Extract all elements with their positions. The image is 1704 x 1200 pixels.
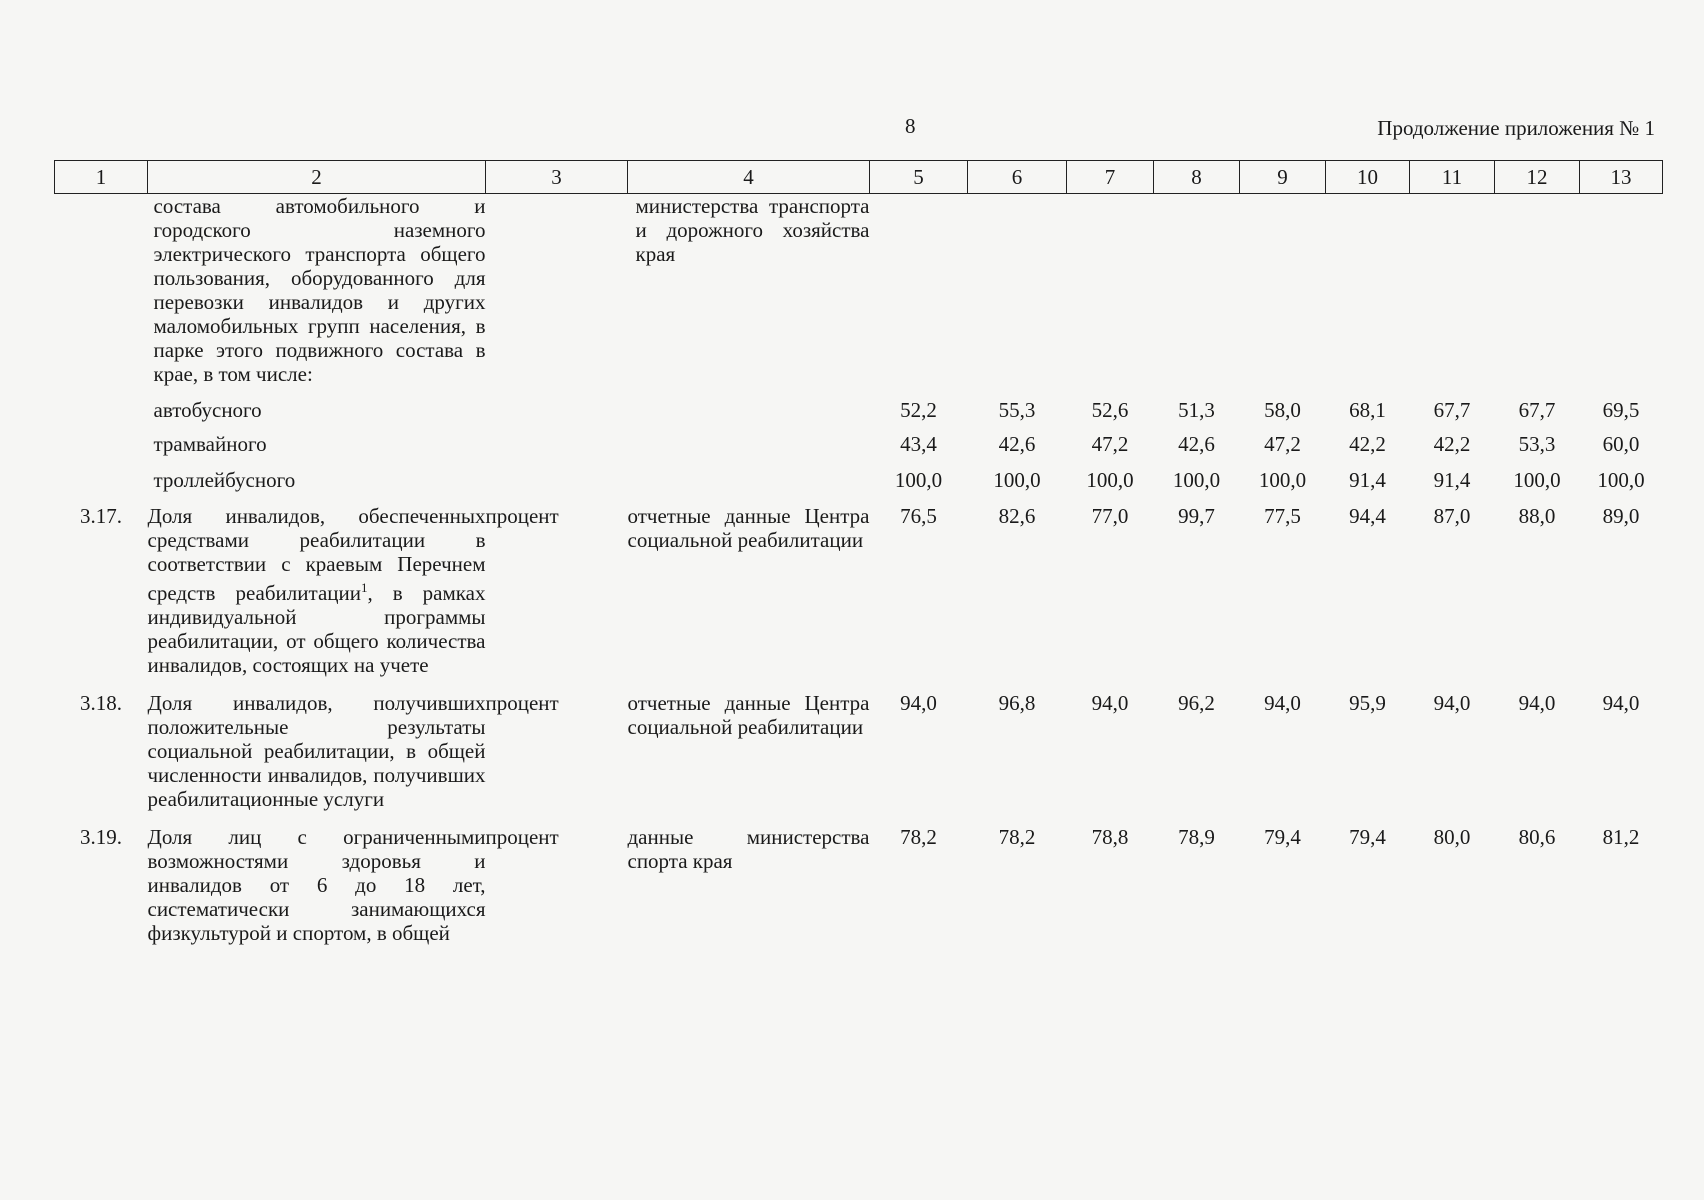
column-number: 11 bbox=[1410, 161, 1495, 194]
value-cell: 52,6 bbox=[1091, 398, 1129, 422]
column-number-row bbox=[55, 161, 1663, 194]
column-number: 2 bbox=[148, 161, 486, 194]
row-code: 3.19. bbox=[80, 825, 122, 849]
value-cell: 77,0 bbox=[1091, 504, 1129, 528]
source-cell: министерства транспорта и дорожного хозяйства края bbox=[635, 194, 870, 266]
value-cell: 67,7 bbox=[1518, 398, 1556, 422]
value-cell: 52,2 bbox=[900, 398, 937, 422]
value-cell: 94,0 bbox=[1518, 691, 1556, 715]
source-cell: данные министерства спорта края bbox=[627, 825, 870, 873]
row-code bbox=[55, 194, 148, 387]
value-cell: 100,0 bbox=[1597, 468, 1645, 492]
value-cell: 94,0 bbox=[1602, 691, 1640, 715]
continuation-label: Продолжение приложения № 1 bbox=[1377, 116, 1655, 140]
value-cell: 80,0 bbox=[1433, 825, 1471, 849]
value-cell: 88,0 bbox=[1518, 504, 1556, 528]
value-cell: 78,2 bbox=[998, 825, 1036, 849]
value-cell: 69,5 bbox=[1602, 398, 1640, 422]
value-cell: 100,0 bbox=[993, 468, 1041, 492]
indicator-name bbox=[148, 495, 486, 677]
source-cell: отчетные данные Центра социальной реабилитации bbox=[627, 504, 870, 552]
column-number: 13 bbox=[1580, 161, 1663, 194]
value-cell: 100,0 bbox=[1172, 468, 1221, 492]
indicator-name: троллейбусного bbox=[153, 468, 296, 492]
column-number: 5 bbox=[870, 161, 968, 194]
value-cell: 47,2 bbox=[1264, 432, 1301, 456]
value-cell: 51,3 bbox=[1178, 398, 1215, 422]
value-cell: 94,4 bbox=[1349, 504, 1386, 528]
value-cell: 42,6 bbox=[1178, 432, 1215, 456]
indicator-name: Доля инвалидов, получивших положительные результаты социальной реабилитации, в общей численности инвалидов, получивших реабилитационные услуги bbox=[147, 691, 486, 811]
value-cell: 43,4 bbox=[900, 432, 937, 456]
row-code: 3.17. bbox=[80, 504, 122, 528]
indicators-table bbox=[54, 160, 1663, 945]
value-cell: 80,6 bbox=[1518, 825, 1556, 849]
value-cell: 79,4 bbox=[1264, 825, 1301, 849]
value-cell: 76,5 bbox=[900, 504, 937, 528]
source-cell: отчетные данные Центра социальной реабилитации bbox=[627, 691, 870, 739]
value-cell: 100,0 bbox=[1513, 468, 1561, 492]
indicator-name: трамвайного bbox=[153, 432, 267, 456]
value-cell: 89,0 bbox=[1602, 504, 1640, 528]
value-cell: 79,4 bbox=[1349, 825, 1386, 849]
value-cell: 81,2 bbox=[1602, 825, 1640, 849]
unit-cell: процент bbox=[485, 825, 559, 849]
table-row-tram bbox=[55, 423, 1663, 459]
unit-cell: процент bbox=[485, 691, 559, 715]
footnote-mark: 1 bbox=[360, 580, 368, 595]
table-row-3-19 bbox=[55, 811, 1663, 945]
column-number: 10 bbox=[1326, 161, 1410, 194]
value-cell: 96,2 bbox=[1178, 691, 1215, 715]
column-number: 7 bbox=[1067, 161, 1154, 194]
unit-cell bbox=[486, 194, 628, 387]
value-cell: 91,4 bbox=[1433, 468, 1471, 492]
value-cell: 58,0 bbox=[1264, 398, 1301, 422]
column-number: 12 bbox=[1495, 161, 1580, 194]
value-cell: 42,2 bbox=[1433, 432, 1471, 456]
value-cell: 47,2 bbox=[1091, 432, 1129, 456]
indicator-name: Доля лиц с ограниченными возможностями здоровья и инвалидов от 6 до 18 лет, систематически занимающихся физкультурой и спортом, в общей bbox=[147, 825, 486, 945]
row-code: 3.18. bbox=[80, 691, 122, 715]
value-cell: 82,6 bbox=[998, 504, 1036, 528]
indicator-name: состава автомобильного и городского наземного электрического транспорта общего пользования, оборудованного для перевозки инвалидов и других маломобильных групп населения, в парке этого подвижного состава в крае, в том числе: bbox=[153, 194, 486, 386]
unit-cell: процент bbox=[485, 504, 559, 528]
value-cell: 94,0 bbox=[1433, 691, 1471, 715]
value-cell: 99,7 bbox=[1178, 504, 1215, 528]
indicator-name: автобусного bbox=[153, 398, 262, 422]
value-cell: 96,8 bbox=[998, 691, 1036, 715]
value-cell: 91,4 bbox=[1349, 468, 1386, 492]
value-cell: 100,0 bbox=[1258, 468, 1307, 492]
value-cell: 53,3 bbox=[1518, 432, 1556, 456]
value-cell: 87,0 bbox=[1433, 504, 1471, 528]
value-cell: 42,6 bbox=[998, 432, 1036, 456]
value-cell: 94,0 bbox=[1264, 691, 1301, 715]
value-cell: 95,9 bbox=[1349, 691, 1386, 715]
value-cell: 55,3 bbox=[998, 398, 1036, 422]
value-cell: 100,0 bbox=[894, 468, 943, 492]
column-number: 4 bbox=[628, 161, 870, 194]
column-number: 6 bbox=[968, 161, 1067, 194]
value-cell: 94,0 bbox=[1091, 691, 1129, 715]
table-row-bus bbox=[55, 386, 1663, 423]
value-cell: 60,0 bbox=[1602, 432, 1640, 456]
value-cell: 94,0 bbox=[900, 691, 937, 715]
table-row-3-18 bbox=[55, 677, 1663, 811]
column-number: 3 bbox=[486, 161, 628, 194]
value-cell: 78,9 bbox=[1178, 825, 1215, 849]
column-number: 8 bbox=[1154, 161, 1240, 194]
value-cell: 77,5 bbox=[1264, 504, 1301, 528]
table-row-trolleybus bbox=[55, 459, 1663, 495]
value-cell: 78,2 bbox=[900, 825, 937, 849]
value-cell: 78,8 bbox=[1091, 825, 1129, 849]
page-number: 8 bbox=[905, 114, 916, 138]
column-number: 9 bbox=[1240, 161, 1326, 194]
indicator-name-part: Доля инвалидов, обеспеченных средствами реабилитации в соответствии с краевым Перечнем средств реабилитации bbox=[147, 504, 486, 605]
value-cell: 100,0 bbox=[1086, 468, 1134, 492]
value-cell: 42,2 bbox=[1349, 432, 1386, 456]
column-number: 1 bbox=[55, 161, 148, 194]
value-cell: 68,1 bbox=[1349, 398, 1386, 422]
value-cell: 67,7 bbox=[1433, 398, 1471, 422]
table-row-3-17 bbox=[55, 495, 1663, 677]
indicator-name-part: , в рамках индивидуальной программы реабилитации, от общего количества инвалидов, состоящих на учете bbox=[147, 581, 486, 677]
table-row-continuation bbox=[55, 194, 1663, 387]
